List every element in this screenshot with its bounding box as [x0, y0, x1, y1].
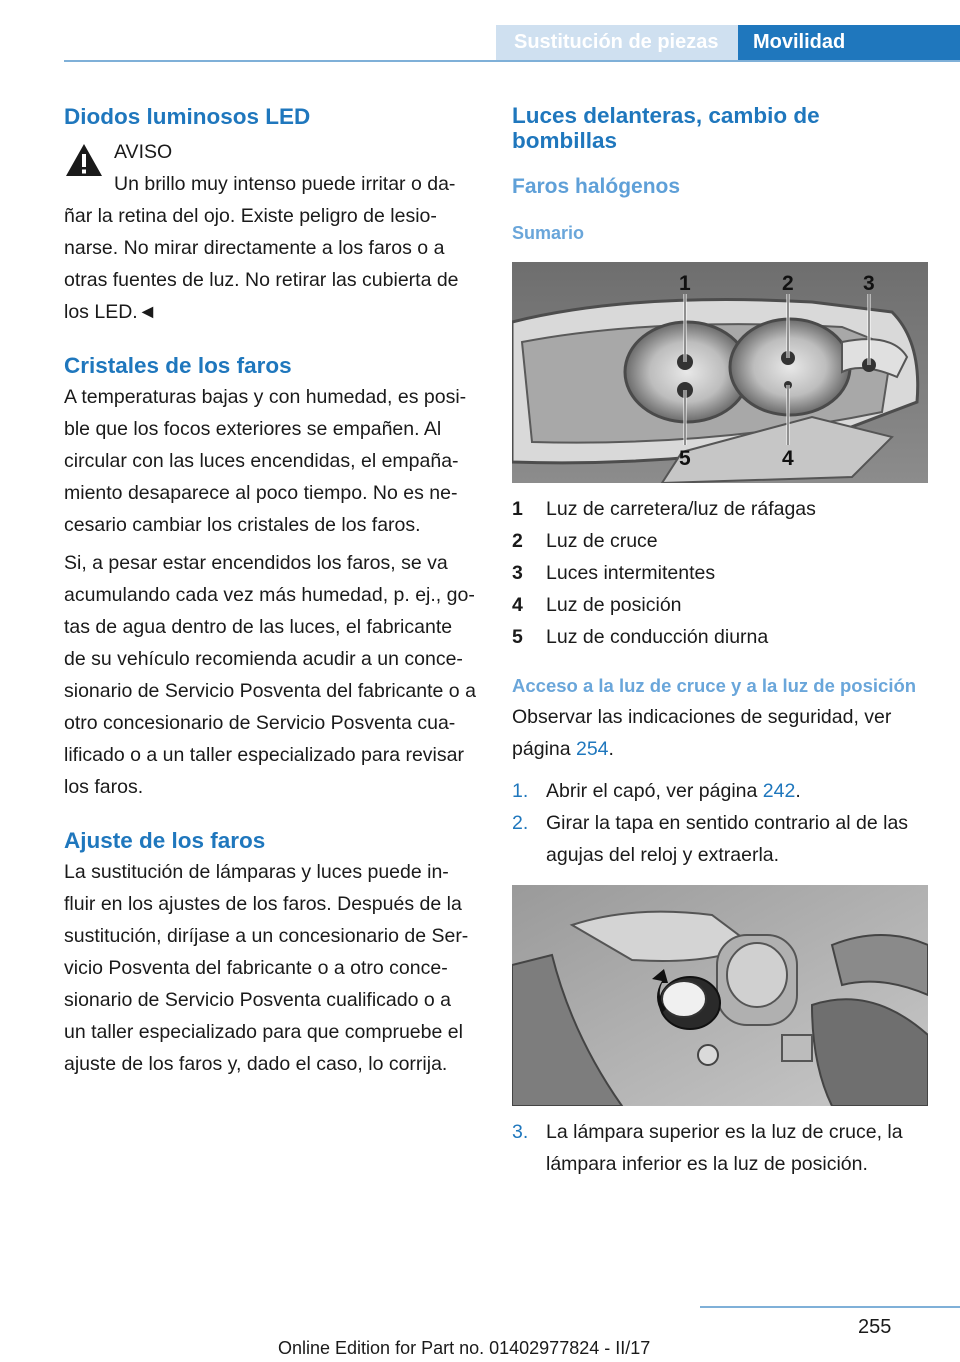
legend-text: Luz de posición	[546, 594, 682, 616]
glass-heading: Cristales de los faros	[64, 353, 292, 378]
warning-label: AVISO	[114, 141, 173, 163]
legend-text: Luz de conducción diurna	[546, 626, 769, 648]
callout-4: 4	[782, 447, 794, 470]
callout-1: 1	[679, 272, 691, 295]
legend-number: 4	[512, 594, 523, 616]
legend-number: 2	[512, 530, 523, 552]
step-number: 3.	[512, 1121, 529, 1143]
step-number: 2.	[512, 812, 529, 834]
header-section-tab: Sustitución de piezas	[496, 25, 738, 60]
step-item	[512, 775, 928, 807]
legend-text: Luz de carretera/luz de ráfagas	[546, 498, 816, 520]
legend-item	[512, 557, 928, 589]
legend-item	[512, 493, 928, 525]
legend-text: Luz de cruce	[546, 530, 658, 552]
left-column	[64, 100, 478, 1080]
warning-text: Un brillo muy intenso puede irritar o da-ñar la retina del ojo. Existe peligro de lesio-narse. No mirar directamente a los faros o a otras fuentes de luz. No retirar las cubierta de los LED.◄	[64, 173, 459, 323]
legend-number: 1	[512, 498, 523, 520]
page-link-254[interactable]: 254	[575, 738, 609, 760]
steps-list-1	[512, 775, 928, 871]
step-text: Abrir el capó, ver página 242.	[546, 780, 801, 802]
overview-heading: Sumario	[512, 223, 585, 243]
legend-text: Luces intermitentes	[546, 562, 716, 584]
page-number: 255	[858, 1316, 892, 1338]
adjust-paragraph: La sustitución de lámparas y luces puede in-fluir en los ajustes de los faros. Después de la sustitución, diríjase a un concesionario de Ser-vicio Posventa del fabricante o a otro conce-sionario de Servicio Posventa cualificado o a un taller especializado para que compruebe el ajuste de los faros y, dado el caso, lo corrija.	[64, 861, 469, 1075]
glass-paragraph-2: Si, a pesar estar encendidos los faros, se va acumulando cada vez más humedad, p. ej., go-tas de agua dentro de las luces, el fabricante de su vehículo recomienda acudir a un conce-sionario de Servicio Posventa del fabricante o a otro concesionario de Servicio Posventa cua-lificado o a un taller especializado para revisar los faros.	[64, 552, 476, 798]
step-item	[512, 807, 928, 871]
header-chapter-tab: Movilidad	[738, 25, 960, 62]
engine-bay-image	[512, 885, 928, 1106]
callout-5: 5	[679, 447, 691, 470]
halogen-heading: Faros halógenos	[512, 175, 681, 198]
step-text: La lámpara superior es la luz de cruce, la lámpara inferior es la luz de posición.	[546, 1121, 903, 1175]
callout-3: 3	[863, 272, 875, 295]
step-text: Girar la tapa en sentido contrario al de las agujas del reloj y extraerla.	[546, 812, 909, 866]
access-paragraph: Observar las indicaciones de seguridad, ver página 254.	[512, 706, 892, 760]
bulb-change-heading: Luces delanteras, cambio de bombillas	[512, 103, 820, 153]
step-number: 1.	[512, 780, 529, 802]
right-column	[512, 100, 928, 1180]
footer-divider	[700, 1306, 960, 1308]
warning-triangle-icon	[64, 142, 104, 178]
headlight-overview-image	[512, 262, 928, 483]
led-heading: Diodos luminosos LED	[64, 104, 311, 129]
access-heading: Acceso a la luz de cruce y a la luz de posición	[512, 675, 917, 696]
edition-footer: Online Edition for Part no. 01402977824 - II/17	[278, 1338, 651, 1358]
adjust-heading: Ajuste de los faros	[64, 828, 266, 853]
legend-item	[512, 589, 928, 621]
page-link-242[interactable]: 242	[762, 780, 796, 802]
callout-2: 2	[782, 272, 794, 295]
glass-paragraph-1: A temperaturas bajas y con humedad, es posi-ble que los focos exteriores se empañen. Al circular con las luces encendidas, el empaña-miento desaparece al poco tiempo. No es ne-cesario cambiar los cristales de los faros.	[64, 386, 467, 536]
legend-item	[512, 525, 928, 557]
steps-list-2	[512, 1116, 928, 1180]
legend-item	[512, 621, 928, 653]
legend-list	[512, 493, 928, 653]
warning-block	[64, 136, 478, 168]
legend-number: 3	[512, 562, 523, 584]
header-divider	[64, 60, 960, 62]
step-item	[512, 1116, 928, 1180]
legend-number: 5	[512, 626, 523, 648]
